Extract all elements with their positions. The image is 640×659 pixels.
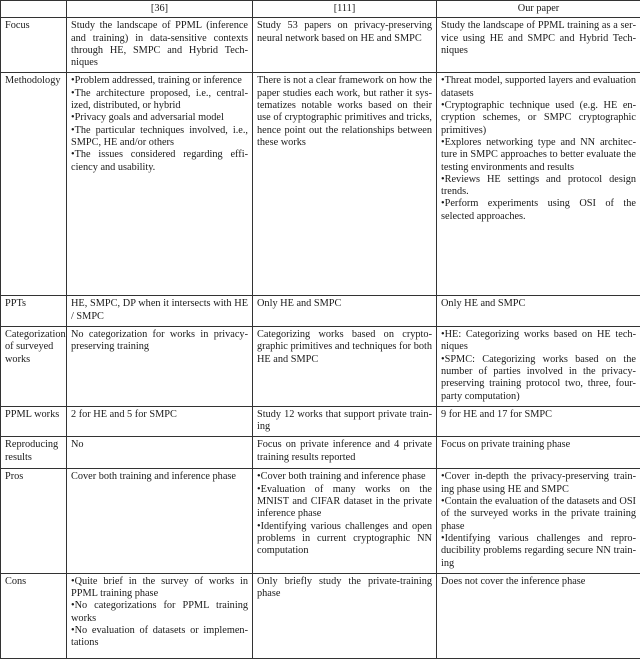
table-cell xyxy=(437,18,640,73)
table-row xyxy=(1,469,640,573)
row-label: Categorization of surveyed works xyxy=(1,327,67,407)
cell-line: Does not cover the inference phase xyxy=(441,576,636,588)
table-cell xyxy=(253,437,437,469)
cell-line: •Cover in-depth the privacy-preserving training phase using HE and SMPC xyxy=(441,471,636,496)
cell-line: •Problem addressed, training or inference xyxy=(71,75,248,87)
table-cell xyxy=(437,327,640,407)
cell-line: Only HE and SMPC xyxy=(441,298,636,310)
cell-line: •Identifying various challenges and open problems in current cryptographic NN computation xyxy=(257,521,432,558)
cell-line: •The architecture proposed, i.e., centralized, distributed, or hybrid xyxy=(71,88,248,113)
table-cell xyxy=(437,469,640,573)
cell-line: Focus on private training phase xyxy=(441,439,636,451)
cell-line: •Contain the evaluation of the datasets and OSI of the surveyed works in the private training phase xyxy=(441,496,636,533)
cell-line: Only briefly study the private-training phase xyxy=(257,576,432,601)
row-label: Pros xyxy=(1,469,67,573)
cell-line: •Explores networking type and NN architecture in SMPC approaches to better evaluate the testing environments and results xyxy=(441,137,636,174)
cell-line: 2 for HE and 5 for SMPC xyxy=(71,409,248,421)
table-cell xyxy=(67,296,253,327)
table-cell xyxy=(437,437,640,469)
cell-line: •No categorizations for PPML training works xyxy=(71,600,248,625)
table-cell xyxy=(253,327,437,407)
cell-line: •Evaluation of many works on the MNIST and CIFAR dataset in the private inference phase xyxy=(257,484,432,521)
table-cell xyxy=(67,437,253,469)
cell-line: •Privacy goals and adversarial model xyxy=(71,112,248,124)
cell-line: •HE: Categorizing works based on HE techniques xyxy=(441,329,636,354)
cell-line: Study the landscape of PPML training as a service using HE and SMPC and Hybrid Techniques xyxy=(441,20,636,57)
cell-line: Focus on private inference and 4 private training results reported xyxy=(257,439,432,464)
cell-line: •Cover both training and inference phase xyxy=(257,471,432,483)
header-cell-empty xyxy=(1,1,67,18)
table-cell xyxy=(67,469,253,573)
table-cell xyxy=(437,573,640,658)
cell-line: •Threat model, supported layers and evaluation datasets xyxy=(441,75,636,100)
table-row xyxy=(1,73,640,296)
row-label: PPML works xyxy=(1,406,67,437)
table-cell xyxy=(67,73,253,296)
header-cell-ref36: [36] xyxy=(67,1,253,18)
cell-line: •The particular techniques involved, i.e., SMPC, HE and/or others xyxy=(71,125,248,150)
cell-line: •Perform experiments using OSI of the selected approaches. xyxy=(441,198,636,223)
cell-line: •SPMC: Categorizing works based on the number of parties involved in the privacy-preserving training protocol two, three, four-party computation) xyxy=(441,354,636,403)
header-cell-ref111: [111] xyxy=(253,1,437,18)
table-cell xyxy=(253,406,437,437)
cell-line: •Identifying various challenges and reproducibility problems regarding secure NN training xyxy=(441,533,636,570)
cell-line: •Quite brief in the survey of works in PPML training phase xyxy=(71,576,248,601)
cell-line: Study the landscape of PPML (inference and training) in data-sensitive contexts through HE, SMPC and Hybrid Techniques xyxy=(71,20,248,69)
cell-line: Study 12 works that support private training xyxy=(257,409,432,434)
cell-line: •No evaluation of datasets or implementations xyxy=(71,625,248,650)
cell-line: 9 for HE and 17 for SMPC xyxy=(441,409,636,421)
table-cell xyxy=(253,73,437,296)
cell-line: No xyxy=(71,439,248,451)
cell-line: There is not a clear framework on how the paper studies each work, but rather it systematizes notable works based on their use of cryptographic primitives and tricks, hence point out the relationships between these works xyxy=(257,75,432,149)
table-cell xyxy=(67,406,253,437)
cell-line: Categorizing works based on cryptographic primitives and techniques for both HE and SMPC xyxy=(257,329,432,366)
table-cell xyxy=(437,73,640,296)
cell-line: Only HE and SMPC xyxy=(257,298,432,310)
table-cell xyxy=(253,296,437,327)
table-cell xyxy=(253,469,437,573)
table-cell xyxy=(437,406,640,437)
row-label: PPTs xyxy=(1,296,67,327)
row-label: Focus xyxy=(1,18,67,73)
cell-line: •Reviews HE settings and protocol design trends. xyxy=(441,174,636,199)
table-row xyxy=(1,406,640,437)
header-row xyxy=(1,1,640,18)
cell-line: No categorization for works in privacy-preserving training xyxy=(71,329,248,354)
header-cell-our-paper: Our paper xyxy=(437,1,640,18)
row-label: Methodology xyxy=(1,73,67,296)
table-cell xyxy=(253,573,437,658)
table-row xyxy=(1,573,640,658)
table-cell xyxy=(67,18,253,73)
table-row xyxy=(1,327,640,407)
table-cell xyxy=(67,573,253,658)
cell-line: •Cryptographic technique used (e.g. HE encryption schemes, or SMPC cryptographic primitives) xyxy=(441,100,636,137)
table-row xyxy=(1,437,640,469)
table-cell xyxy=(437,296,640,327)
table-row xyxy=(1,296,640,327)
row-label: Cons xyxy=(1,573,67,658)
row-label: Reproducing results xyxy=(1,437,67,469)
table-cell xyxy=(67,327,253,407)
cell-line: •The issues considered regarding efficiency and usability. xyxy=(71,149,248,174)
cell-line: Cover both training and inference phase xyxy=(71,471,248,483)
table-row xyxy=(1,18,640,73)
table-cell xyxy=(253,18,437,73)
cell-line: HE, SMPC, DP when it intersects with HE / SMPC xyxy=(71,298,248,323)
cell-line: Study 53 papers on privacy-preserving neural network based on HE and SMPC xyxy=(257,20,432,45)
